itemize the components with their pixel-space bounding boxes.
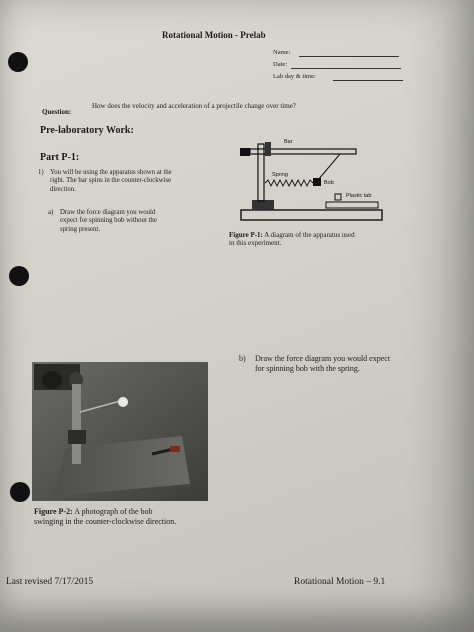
photo-red-tab [170,446,180,452]
figure2-caption-text: swinging in the counter-clockwise direction. [34,517,177,526]
photo-bob-blur [118,397,128,407]
date-label: Date: [273,61,288,68]
item-b-number: b) [239,354,246,363]
item-a-line: expect for spinning bob without the [60,217,157,225]
lab-time-label: Lab day & time: [273,73,316,80]
item1-line: direction. [50,185,76,193]
footer-revision: Last revised 7/17/2015 [6,577,94,587]
photo-clamp [42,371,62,389]
name-label: Name: [273,49,291,56]
question-label: Question: [42,108,72,116]
base-plate [241,210,382,220]
item-a-number: a) [48,209,54,216]
photo-post-collar [68,430,86,444]
figure1-caption [229,231,355,248]
plastic-tab-label: Plastic tab [346,193,372,199]
item1-number: 1) [38,169,44,176]
plastic-tab-marker [335,194,341,200]
item-a-text [60,209,157,234]
bob-mass [313,178,321,186]
prelab-heading: Pre-laboratory Work: [40,125,134,136]
lab-time-field[interactable] [333,80,403,81]
question-text: How does the velocity and acceleration of a projectile change over time? [92,102,296,110]
item-a-line: spring present. [60,225,101,233]
item-b-line: for spinning bob with the spring. [255,364,360,373]
binder-hole-bottom [10,482,30,502]
vertical-post [258,144,264,201]
bar-label: Bar [284,139,293,145]
spring-label: Spring [272,172,288,178]
footer-page-number: Rotational Motion – 9.1 [294,577,386,587]
item1-line: You will be using the apparatus shown at the [50,169,172,176]
name-field[interactable] [299,56,399,57]
page-title: Rotational Motion - Prelab [162,30,266,40]
binder-hole-top [8,52,28,72]
figure1-caption-text: A diagram of the apparatus used [262,231,355,239]
item-b-line: Draw the force diagram you would expect [255,354,391,363]
counterweight [240,148,250,156]
item1-line: right. The bar spins in the counter-clockwise [50,177,172,185]
binder-hole-middle [9,266,29,286]
item-b-text [255,354,390,374]
date-field[interactable] [291,68,401,69]
figure1-caption-bold: Figure P-1: [229,231,263,239]
photo-post [72,384,81,464]
item-a-line: Draw the force diagram you would [60,209,156,216]
figure2-caption [34,507,176,527]
figure1-caption-text: in this experiment. [229,239,282,248]
plastic-tab-rail [326,202,378,208]
bob-label: Bob [324,180,334,186]
bob-string [318,154,340,180]
figure2-caption-text: A photograph of the bob [72,507,153,516]
item1-text [50,169,172,194]
figure2-caption-bold: Figure P-2: [34,507,73,516]
spring-coil [265,180,313,186]
part-heading: Part P-1: [40,152,80,163]
apparatus-diagram [236,134,388,226]
bar-hub [265,142,271,156]
apparatus-photo [32,362,208,501]
